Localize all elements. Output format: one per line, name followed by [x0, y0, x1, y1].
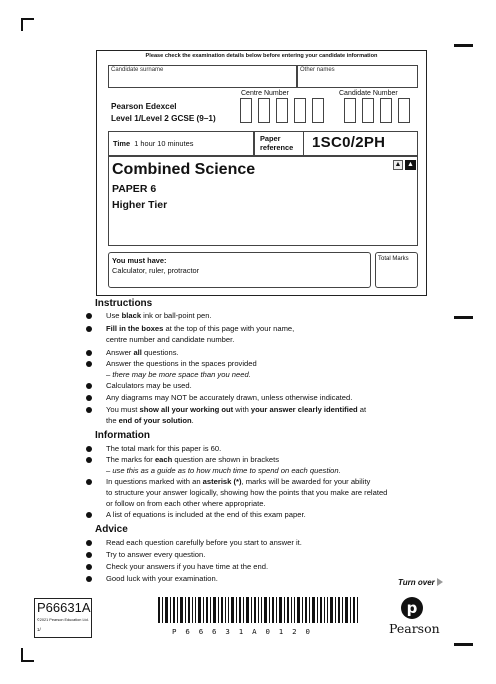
info-asterisk: In questions marked with an asterisk (*), marks will be awarded for your ability — [106, 477, 371, 486]
paper-number: PAPER 6 — [112, 183, 157, 195]
barcode-digits: P 6 6 6 3 1 A 0 1 2 0 — [172, 627, 310, 636]
centre-number-digit-4[interactable] — [294, 98, 306, 123]
candidate-surname-label: Candidate surname — [111, 67, 164, 73]
bullet-icon — [86, 350, 92, 356]
bullet-icon — [86, 361, 92, 367]
instruction-spaces: Answer the questions in the spaces provided — [106, 359, 257, 368]
time-value: 1 hour 10 minutes — [134, 139, 194, 148]
instruction-fill-boxes: Fill in the boxes at the top of this page with your name, — [106, 324, 295, 333]
check-notice: Please check the examination details below before entering your candidate information — [145, 53, 378, 59]
must-have-items: Calculator, ruler, protractor — [112, 266, 200, 275]
centre-number-digit-1[interactable] — [240, 98, 252, 123]
time-label: Time — [113, 139, 131, 148]
advice-read: Read each question carefully before you start to answer it. — [106, 538, 302, 547]
barcode — [158, 597, 358, 624]
exam-level: Level 1/Level 2 GCSE (9–1) — [111, 114, 216, 123]
bullet-icon — [86, 407, 92, 413]
info-asterisk-cont-2: or follow on from each other where appropriate. — [106, 499, 266, 508]
bullet-icon — [86, 395, 92, 401]
instruction-fill-boxes-cont: centre number and candidate number. — [106, 335, 235, 344]
paper-reference-label-2: reference — [260, 143, 294, 152]
other-names-label: Other names — [300, 67, 335, 73]
instruction-answer-all: Answer all questions. — [106, 348, 179, 357]
centre-number-digit-5[interactable] — [312, 98, 324, 123]
instruction-diagrams: Any diagrams may NOT be accurately drawn, unless otherwise indicated. — [106, 393, 353, 402]
bullet-icon — [86, 313, 92, 319]
bullet-icon — [86, 540, 92, 546]
instruction-working: You must show all your working out with your answer clearly identified at — [106, 405, 367, 414]
info-asterisk-cont-1: to structure your answer logically, showing how the points that you make are related — [106, 488, 388, 497]
crop-mark-mid-right — [454, 316, 473, 319]
advice-check: Check your answers if you have time at the end. — [106, 562, 269, 571]
paper-reference-divider — [303, 131, 304, 156]
instruction-spaces-note: – there may be more space than you need. — [106, 370, 251, 379]
candidate-number-digit-2[interactable] — [362, 98, 374, 123]
turn-over-arrow-icon — [437, 578, 443, 586]
bullet-icon — [86, 479, 92, 485]
instruction-working-cont: the end of your solution. — [106, 416, 194, 425]
crop-mark-bottom-right — [454, 643, 473, 646]
bullet-icon — [86, 446, 92, 452]
exam-board: Pearson Edexcel — [111, 102, 177, 111]
total-marks-label: Total Marks — [378, 256, 409, 262]
centre-number-digit-3[interactable] — [276, 98, 288, 123]
advice-luck: Good luck with your examination. — [106, 574, 218, 583]
must-have-title: You must have: — [112, 256, 167, 265]
paper-code: 1SC0/2PH — [312, 134, 386, 151]
pearson-logo-icon: p — [401, 597, 423, 619]
bullet-icon — [86, 383, 92, 389]
crop-mark-top-right — [454, 44, 473, 47]
information-heading: Information — [95, 430, 150, 441]
product-code: P66631A — [37, 600, 91, 615]
bullet-icon — [86, 564, 92, 570]
candidate-number-digit-3[interactable] — [380, 98, 392, 123]
triangle-up-icon: ▲ — [394, 161, 402, 168]
tier: Higher Tier — [112, 199, 168, 211]
subject-title: Combined Science — [112, 161, 256, 178]
info-total-mark: The total mark for this paper is 60. — [106, 444, 222, 453]
instruction-calculators: Calculators may be used. — [106, 381, 192, 390]
copyright-notice: ©2021 Pearson Education Ltd. — [37, 618, 89, 622]
crop-mark-bottom-left-h — [21, 660, 34, 662]
centre-number-label: Centre Number — [241, 90, 289, 97]
candidate-number-digit-1[interactable] — [344, 98, 356, 123]
time-line — [113, 139, 193, 148]
advice-heading: Advice — [95, 524, 128, 535]
bullet-icon — [86, 326, 92, 332]
bullet-icon — [86, 552, 92, 558]
bullet-icon — [86, 512, 92, 518]
crop-mark-top-left-h — [21, 18, 34, 20]
instruction-pen: Use black ink or ball-point pen. — [106, 311, 212, 320]
info-marks-brackets-note: – use this as a guide as to how much time to spend on each question. — [106, 466, 341, 475]
bullet-icon — [86, 457, 92, 463]
print-reference: 1/ — [37, 627, 41, 632]
pearson-wordmark: Pearson — [389, 621, 440, 636]
bullet-icon — [86, 576, 92, 582]
info-marks-brackets: The marks for each question are shown in brackets — [106, 455, 280, 464]
triangle-filled-icon: ▲ — [405, 160, 416, 170]
candidate-number-label: Candidate Number — [339, 90, 398, 97]
turn-over-label: Turn over — [398, 578, 435, 587]
candidate-number-digit-4[interactable] — [398, 98, 410, 123]
instructions-heading: Instructions — [95, 298, 153, 309]
paper-reference-label-1: Paper — [260, 134, 281, 143]
info-equations: A list of equations is included at the end of this exam paper. — [106, 510, 306, 519]
advice-try: Try to answer every question. — [106, 550, 206, 559]
centre-number-digit-2[interactable] — [258, 98, 270, 123]
